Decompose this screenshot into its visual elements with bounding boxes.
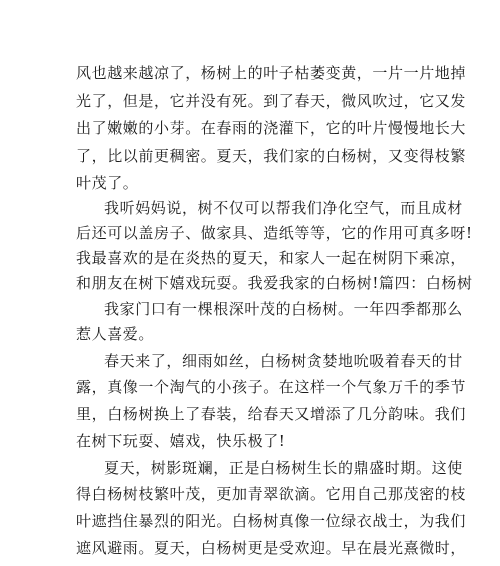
paragraph-first-line: 我家门口有一棵根深叶茂的白杨树。一年四季都那么 <box>104 300 463 318</box>
paragraph-first-line: 我听妈妈说，树不仅可以帮我们净化空气，而且成材 <box>104 199 463 217</box>
text-line: 遮风避雨。夏天，白杨树更是受欢迎。早在晨光熹微时， <box>76 539 467 557</box>
text-line: 露，真像一个淘气的小孩子。在这样一个气象万千的季节 <box>76 378 467 396</box>
text-line: 和朋友在树下嬉戏玩耍。我爱我家的白杨树!篇四：白杨树 <box>76 274 473 292</box>
text-line: 我最喜欢的是在炎热的夏天，和家人一起在树阴下乘凉， <box>76 249 467 267</box>
text-line: 惹人喜爱。 <box>76 325 155 343</box>
paragraph-first-line: 夏天，树影斑斓，正是白杨树生长的鼎盛时期。这使 <box>104 459 463 477</box>
text-line: 风也越来越凉了，杨树上的叶子枯萎变黄，一片一片地掉 <box>76 64 467 82</box>
text-line: 出了嫩嫩的小芽。在春雨的浇灌下，它的叶片慢慢地长大 <box>76 119 467 137</box>
text-line: 光了，但是，它并没有死。到了春天，微风吹过，它又发 <box>76 92 467 110</box>
text-line: 在树下玩耍、嬉戏，快乐极了! <box>76 432 286 450</box>
text-line: 得白杨树枝繁叶茂，更加青翠欲滴。它用自己那茂密的枝 <box>76 485 467 503</box>
paragraph-first-line: 春天来了，细雨如丝，白杨树贪婪地吮吸着春天的甘 <box>104 352 463 370</box>
text-line: 了，比以前更稠密。夏天，我们家的白杨树，又变得枝繁 <box>76 147 467 165</box>
text-line: 后还可以盖房子、做家具、造纸等等，它的作用可真多呀! <box>76 224 473 242</box>
text-line: 里，白杨树换上了春装，给春天又增添了几分韵味。我们 <box>76 405 467 423</box>
text-line: 叶遮挡住暴烈的阳光。白杨树真像一位绿衣战士，为我们 <box>76 512 467 530</box>
text-line: 叶茂了。 <box>76 174 139 192</box>
